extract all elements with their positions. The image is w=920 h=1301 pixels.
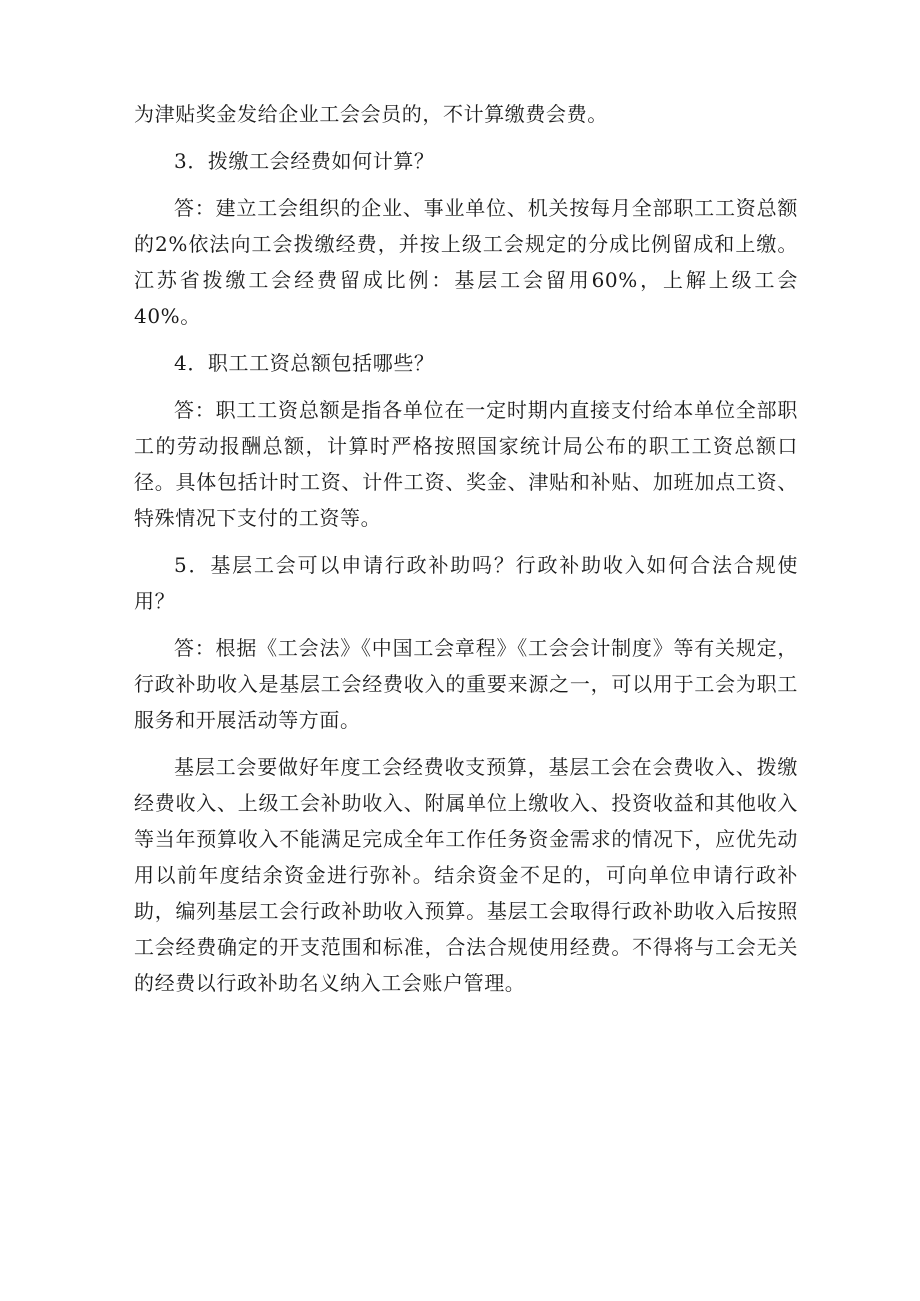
question-3: 3．拨缴工会经费如何计算？ (174, 149, 435, 173)
answer-3: 答：建立工会组织的企业、事业单位、机关按每月全部职工工资总额的2%依法向工会拨缴经费，并按上级工会规定的分成比例留成和上缴。江苏省拨缴工会经费留成比例：基层工会留用60%，上解上级工会40%。 (134, 196, 798, 328)
paragraph-continuation: 为津贴奖金发给企业工会会员的，不计算缴费会费。 (134, 102, 608, 126)
question-4: 4．职工工资总额包括哪些？ (174, 351, 435, 375)
answer-5-continued: 基层工会要做好年度工会经费收支预算，基层工会在会费收入、拨缴经费收入、上级工会补助收入、附属单位上缴收入、投资收益和其他收入等当年预算收入不能满足完成全年工作任务资金需求的情况下，应优先动用以前年度结余资金进行弥补。结余资金不足的，可向单位申请行政补助，编列基层工会行政补助收入预算。基层工会取得行政补助收入后按照工会经费确定的开支范围和标准，合法合规使用经费。不得将与工会无关的经费以行政补助名义纳入工会账户管理。 (134, 755, 798, 995)
document-body (134, 96, 798, 1001)
answer-4: 答：职工工资总额是指各单位在一定时期内直接支付给本单位全部职工的劳动报酬总额，计算时严格按照国家统计局公布的职工工资总额口径。具体包括计时工资、计件工资、奖金、津贴和补贴、加班加点工资、特殊情况下支付的工资等。 (134, 398, 798, 530)
question-5: 5．基层工会可以申请行政补助吗？行政补助收入如何合法合规使用？ (134, 553, 798, 613)
answer-5: 答：根据《工会法》《中国工会章程》《工会会计制度》等有关规定，行政补助收入是基层工会经费收入的重要来源之一，可以用于工会为职工服务和开展活动等方面。 (134, 636, 798, 732)
